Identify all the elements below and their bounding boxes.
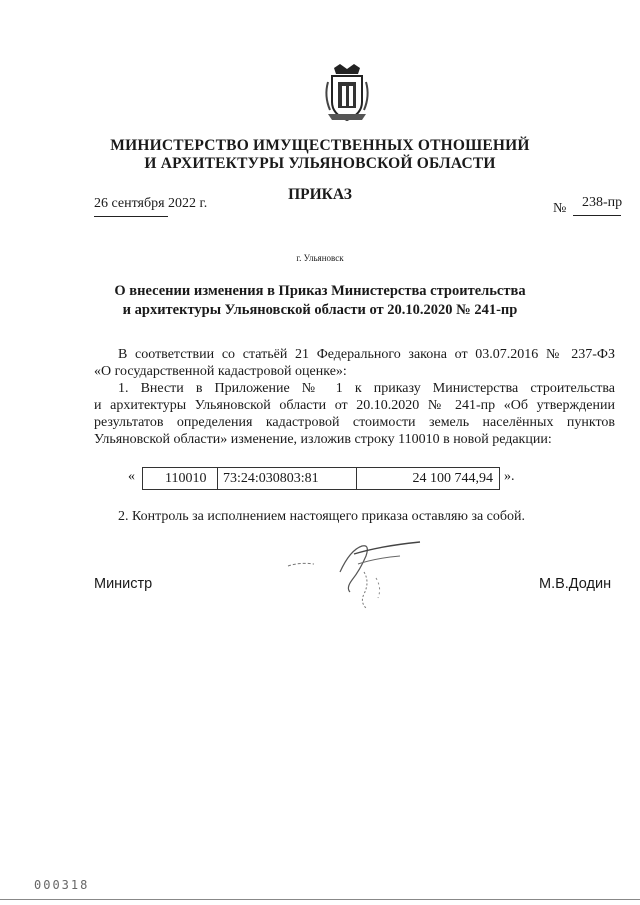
document-number: 238-пр [582,195,623,210]
table-divider [356,468,357,489]
paragraph-1-line1: В соответствии со статьёй 21 Федерального закона от 03.07.2016 № 237-ФЗ [118,347,615,362]
signer-position: Министр [94,576,153,592]
city-label: г. Ульяновск [296,253,344,263]
document-date: 26 сентября 2022 г. [94,196,208,211]
table-cell-cadastral: 73:24:030803:81 [223,471,319,486]
paragraph-2-line2: и архитектуры Ульяновской области от 20.10.2020 № 241-пр «Об утверждении [94,398,615,413]
number-underline [573,215,621,216]
table-cell-value: 24 100 744,94 [412,471,493,486]
number-sign: № [553,201,567,216]
coat-of-arms-icon [322,62,372,124]
signer-name: М.В.Додин [539,576,612,592]
subject-line1: О внесении изменения в Приказ Министерства строительства [114,283,526,299]
close-quote: ». [504,469,515,484]
scan-number: 000318 [34,878,90,892]
date-underline [94,216,168,217]
open-quote: « [128,469,135,484]
cadastral-table-row [142,467,500,490]
paragraph-2-line3: результатов определения кадастровой стоимости земель населённых пунктов [94,415,615,430]
handwritten-signature [280,532,430,612]
table-divider [217,468,218,489]
document-type-title: ПРИКАЗ [288,186,352,203]
page-bottom-edge [0,899,640,900]
paragraph-2-line1: 1. Внести в Приложение № 1 к приказу Министерства строительства [118,381,615,396]
paragraph-1-line2: «О государственной кадастровой оценке»: [94,364,347,379]
paragraph-2-line4: Ульяновской области» изменение, изложив строку 110010 в новой редакции: [94,432,552,447]
table-cell-code: 110010 [165,471,207,486]
ministry-name-line1: МИНИСТЕРСТВО ИМУЩЕСТВЕННЫХ ОТНОШЕНИЙ [110,137,530,154]
subject-line2: и архитектуры Ульяновской области от 20.10.2020 № 241-пр [122,302,518,318]
paragraph-3: 2. Контроль за исполнением настоящего приказа оставляю за собой. [118,509,526,524]
ministry-name-line2: И АРХИТЕКТУРЫ УЛЬЯНОВСКОЙ ОБЛАСТИ [144,155,496,172]
